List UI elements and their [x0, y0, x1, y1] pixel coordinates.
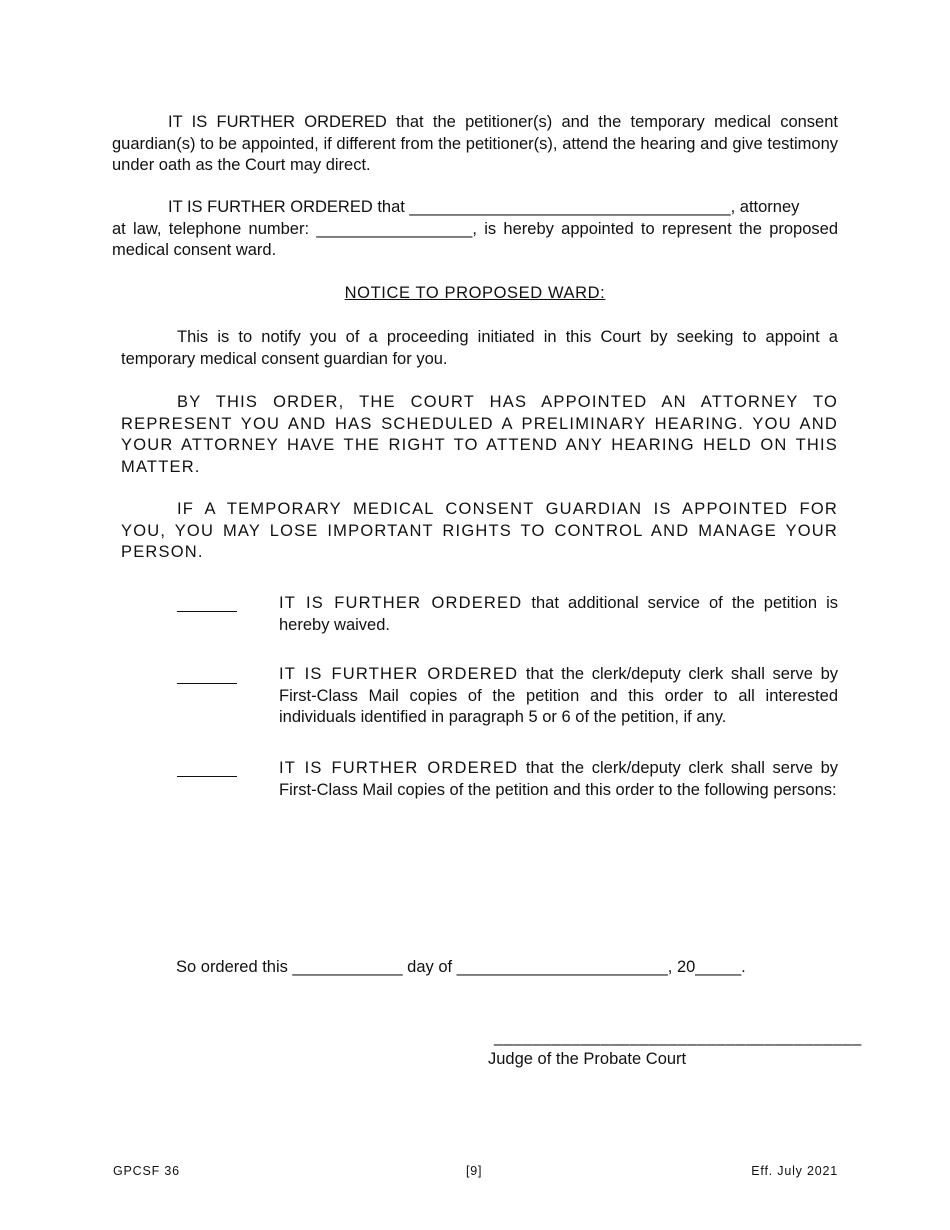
- footer-page-number: [9]: [466, 1164, 483, 1178]
- checkbox-line-waive-service[interactable]: [177, 611, 237, 612]
- notice-paragraph-attorney-rights: BY THIS ORDER, THE COURT HAS APPOINTED AN ATTORNEY TO REPRESENT YOU AND HAS SCHEDULED A PRELIMINARY HEARING. YOU AND YOUR ATTORNEY HAVE THE RIGHT TO ATTEND ANY HEARING HELD ON THIS MATTER.: [121, 393, 838, 476]
- order-lead: IT IS FURTHER ORDERED: [279, 594, 523, 612]
- checkbox-line-serve-interested[interactable]: [177, 683, 237, 684]
- notice-paragraph-lose-rights: IF A TEMPORARY MEDICAL CONSENT GUARDIAN IS APPOINTED FOR YOU, YOU MAY LOSE IMPORTANT RIGHTS TO CONTROL AND MANAGE YOUR PERSON.: [121, 500, 838, 561]
- footer-effective-date: Eff. July 2021: [751, 1164, 838, 1178]
- order-serve-interested-individuals: [279, 664, 838, 729]
- attorney-line-rest: at law, telephone number: _________________, is hereby appointed to represent the proposed medical consent ward.: [112, 219, 838, 259]
- so-ordered-date-line[interactable]: So ordered this ____________ day of _______________________, 20_____.: [176, 958, 746, 976]
- order-body: that the clerk/deputy clerk shall serve by First-Class Mail copies of the petition and this order to the following persons:: [279, 759, 838, 799]
- notice-paragraph-proceeding: This is to notify you of a proceeding initiated in this Court by seeking to appoint a temporary medical consent guardian for you.: [121, 328, 838, 368]
- order-body: that the clerk/deputy clerk shall serve by First-Class Mail copies of the petition and this order to all interested individuals identified in paragraph 5 or 6 of the petition, if any.: [279, 665, 838, 726]
- order-body: that additional service of the petition is hereby waived.: [279, 594, 838, 634]
- judge-signature-label: Judge of the Probate Court: [488, 1050, 687, 1068]
- order-paragraph-attorney-appointment: [112, 197, 838, 262]
- checkbox-line-serve-persons[interactable]: [177, 776, 237, 777]
- order-waive-service: [279, 593, 838, 636]
- order-serve-following-persons: [279, 758, 838, 801]
- judge-signature-line[interactable]: ______________________________________: [494, 1028, 862, 1046]
- footer-form-id: GPCSF 36: [113, 1164, 180, 1178]
- notice-heading: NOTICE TO PROPOSED WARD:: [344, 284, 606, 302]
- order-lead: IT IS FURTHER ORDERED: [279, 665, 519, 683]
- order-lead: IT IS FURTHER ORDERED: [279, 759, 519, 777]
- order-paragraph-attend-hearing: IT IS FURTHER ORDERED that the petitioner(s) and the temporary medical consent guardian(s) to be appointed, if different from the petitioner(s), attend the hearing and give testimony under oath as the Court may direct.: [112, 113, 838, 174]
- attorney-line-1: IT IS FURTHER ORDERED that ___________________________________, attorney: [168, 198, 800, 216]
